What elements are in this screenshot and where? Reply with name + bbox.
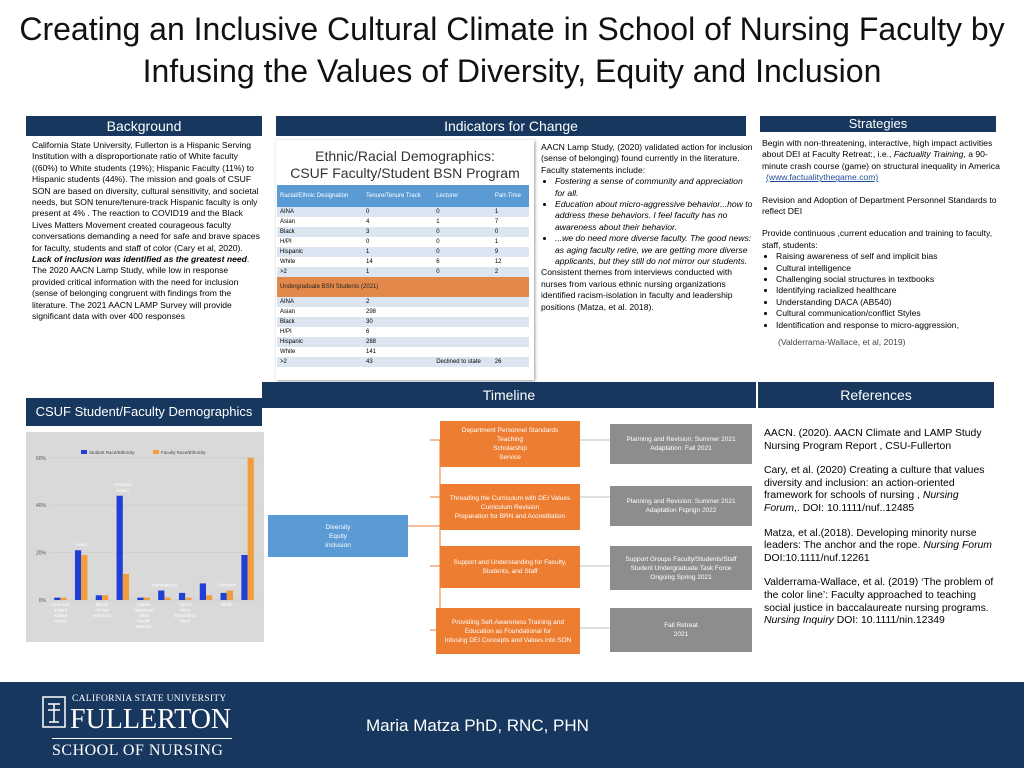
table-cell: 3 bbox=[363, 227, 433, 237]
table-cell bbox=[492, 337, 529, 347]
reference-item bbox=[764, 528, 996, 566]
quote-item: • ...we do need more diverse faculty. The good news: as aging faculty retire, we are getting more diverse applicants, but they still do not mirror our students. bbox=[555, 233, 753, 267]
table-cell: 30 bbox=[363, 317, 433, 327]
university-main: FULLERTON bbox=[70, 704, 232, 735]
table-cell: 0 bbox=[366, 239, 370, 245]
timeline-line: Student Undergraduate Task Force bbox=[630, 564, 732, 572]
table-cell: Black bbox=[277, 317, 363, 327]
timeline-left-box-3 bbox=[440, 546, 580, 588]
timeline-line: Students, and Staff bbox=[482, 568, 538, 575]
reference-item bbox=[764, 577, 996, 627]
reference-text: AACN. (2020). AACN Climate and LAMP Study Nursing Program Report , CSU-Fullerton bbox=[764, 428, 982, 452]
category-label: Indian/ bbox=[53, 607, 68, 613]
reference-item bbox=[764, 428, 996, 453]
table-cell: 0 bbox=[433, 247, 492, 257]
timeline-right-box-2 bbox=[610, 486, 752, 526]
table-cell bbox=[433, 337, 492, 347]
table-cell: Hispanic bbox=[277, 337, 363, 347]
timeline-right-box-3 bbox=[610, 546, 752, 590]
timeline-line: Fall Retreat bbox=[664, 622, 698, 629]
table-cell: H/PI bbox=[280, 239, 292, 245]
table-cell: 14 bbox=[366, 259, 373, 265]
table-cell: 1 bbox=[492, 207, 529, 217]
strategy-item: • Cultural intelligence bbox=[776, 263, 1002, 274]
student-bar bbox=[179, 593, 185, 600]
reference-doi: DOI:10.1111/nuf.12261 bbox=[764, 552, 870, 564]
strategies-p1b: , a 90-minute crash course (game) on structural inequality in America bbox=[762, 149, 1000, 171]
faculty-bar bbox=[123, 574, 129, 600]
table-cell bbox=[433, 327, 492, 337]
school-name: SCHOOL OF NURSING bbox=[52, 742, 224, 759]
student-bar bbox=[241, 555, 247, 600]
timeline-line: Planning and Revision: Summer 2021 bbox=[626, 498, 736, 505]
timeline-line: Threading the Curriculum with DEI Values bbox=[449, 494, 571, 502]
table-header-cell: Lecturer bbox=[433, 185, 492, 207]
table-subheader: Undergraduate BSN Students (2021) bbox=[277, 277, 529, 297]
table-cell: 6 bbox=[436, 259, 440, 265]
student-bar bbox=[54, 598, 60, 600]
background-bold: Lack of inclusion was identified as the greatest need bbox=[32, 254, 247, 265]
timeline-line: Preparation for BRN and Accreditation bbox=[454, 512, 566, 520]
bar-annotation: International bbox=[152, 582, 177, 588]
quote-item: • Education about micro-aggressive behavior...how to address these behaviors. I feel faculty has no awareness about their behavior. bbox=[555, 199, 753, 233]
table-cell bbox=[433, 317, 492, 327]
table-cell bbox=[492, 327, 529, 337]
table-row bbox=[277, 357, 529, 367]
timeline-center-box bbox=[268, 515, 408, 557]
table-cell bbox=[492, 317, 529, 327]
table-cell bbox=[433, 297, 492, 307]
table-cell: 141 bbox=[366, 349, 377, 355]
table-cell bbox=[492, 307, 529, 317]
reference-doi: DOI: 10.1111/nin.12349 bbox=[833, 615, 945, 627]
demographics-chart-panel bbox=[26, 432, 264, 642]
faculty-bar bbox=[185, 598, 191, 600]
student-bar bbox=[96, 595, 102, 600]
y-tick-label: 20% bbox=[35, 550, 46, 557]
references-header: References bbox=[758, 382, 994, 408]
footer bbox=[0, 682, 1024, 768]
timeline-line: Department Personnel Standards bbox=[461, 427, 559, 434]
table-row bbox=[277, 267, 529, 277]
timeline-line: Adaptation: Fall 2021 bbox=[650, 445, 712, 452]
reference-item bbox=[764, 465, 996, 515]
table-cell: AINA bbox=[277, 297, 363, 307]
timeline-line: Adaptation Fsprign 2022 bbox=[645, 507, 717, 514]
timeline-line: Planning and Revision: Summer 2021 bbox=[626, 436, 736, 443]
table-cell: Black bbox=[277, 227, 363, 237]
background-text bbox=[32, 140, 262, 323]
strategy-item: • Identification and response to micro-aggression, bbox=[776, 320, 1002, 331]
timeline-line: Equity bbox=[328, 532, 348, 540]
csuf-seal-icon bbox=[42, 696, 66, 730]
table-cell: 0 bbox=[492, 227, 529, 237]
table-row bbox=[277, 247, 529, 257]
faculty-bar bbox=[227, 591, 233, 600]
table-row bbox=[277, 217, 529, 227]
strategies-text bbox=[762, 138, 1002, 349]
legend-faculty: Faculty Race/Ethnicity bbox=[161, 450, 206, 455]
table-cell: 4 bbox=[366, 219, 370, 225]
table-row bbox=[277, 257, 529, 267]
table-cell: 0 bbox=[433, 207, 492, 217]
reference-journal: Nursing Forum bbox=[923, 540, 992, 552]
category-label: American bbox=[92, 613, 112, 618]
faculty-bar bbox=[248, 458, 254, 600]
table-row bbox=[277, 337, 529, 347]
table-cell: Asian bbox=[280, 309, 296, 315]
table-cell bbox=[433, 347, 492, 357]
strategy-item: • Raising awareness of self and implicit bias bbox=[776, 251, 1002, 262]
faculty-bar bbox=[102, 595, 108, 600]
student-bar bbox=[75, 550, 81, 600]
author-name: Maria Matza PhD, RNC, PHN bbox=[366, 716, 589, 735]
timeline-line: Support Groups Faculty/Students/Staff bbox=[625, 555, 737, 563]
table-cell: >2 bbox=[277, 357, 363, 367]
footer-divider bbox=[52, 738, 232, 739]
table-cell: 0 bbox=[363, 207, 433, 217]
category-label: More bbox=[180, 607, 191, 613]
reference-journal: Nursing Inquiry bbox=[764, 615, 834, 627]
table-cell: Asian bbox=[280, 219, 296, 225]
bar-annotation: Unknown bbox=[217, 582, 237, 588]
table-row bbox=[277, 297, 529, 307]
table-cell: AINA bbox=[277, 207, 363, 217]
bar-annotation: Asian bbox=[75, 542, 87, 548]
table-row bbox=[277, 207, 529, 217]
faculty-bar bbox=[164, 598, 170, 600]
timeline-line: 2021 bbox=[673, 631, 689, 638]
background-p1: California State University, Fullerton is a Hispanic Serving Institution with a disproportionate ratio of White faculty ((60%) to White students (19%); Hispanic Faculty (11%) to Hispanic students (44%). The mission and goals of CSUF SON are based on diversity, cultural sensitivity, and societal needs, but SON tenure/tenure-track Hispanic faculty is only present at 4% . The reaction to COVID19 and the Black Lives Matters Movement created courageous faculty conversations demanding a need for safe and brave spaces for faculty, students and staff of color (Cary et al, 2020). bbox=[32, 140, 260, 253]
table-cell: Declined to state bbox=[433, 357, 492, 367]
category-label: African bbox=[94, 607, 110, 613]
faculty-bar bbox=[144, 598, 150, 600]
table-cell: H/PI bbox=[280, 329, 292, 335]
table-cell: >2 bbox=[277, 267, 363, 277]
table-row bbox=[277, 237, 529, 247]
table-cell: 43 bbox=[363, 357, 433, 367]
category-label: Islander bbox=[135, 624, 152, 629]
y-tick-label: 40% bbox=[35, 503, 46, 510]
y-tick-label: 60% bbox=[35, 455, 46, 462]
strategy-item: • Understanding DACA (AB540) bbox=[776, 297, 1002, 308]
timeline-line: Providing Self-Awareness Training and bbox=[452, 618, 564, 626]
timeline-left-box-1 bbox=[440, 421, 580, 467]
category-label: Pacific bbox=[136, 618, 151, 624]
reference-doi: ,. DOI: 10.1111/nuf..12485 bbox=[794, 502, 915, 514]
table-cell: 9 bbox=[492, 247, 529, 257]
timeline-right-box-1 bbox=[610, 424, 752, 464]
category-label: American bbox=[50, 602, 70, 607]
timeline-line: Service bbox=[499, 454, 521, 461]
strategies-header: Strategies bbox=[760, 116, 996, 132]
faculty-bar bbox=[81, 555, 87, 600]
student-bar bbox=[137, 598, 143, 600]
strategies-citation: (Valderrama-Wallace, et al, 2019) bbox=[778, 337, 906, 348]
reference-journal: Nursing Forum bbox=[764, 490, 959, 514]
demographics-header: CSUF Student/Faculty Demographics bbox=[26, 398, 262, 426]
table-cell: 288 bbox=[363, 337, 433, 347]
table-row bbox=[277, 327, 529, 337]
table-cell: White bbox=[280, 259, 296, 265]
table-row bbox=[277, 227, 529, 237]
university-top: CALIFORNIA STATE UNIVERSITY bbox=[72, 694, 227, 704]
timeline-header: Timeline bbox=[262, 382, 756, 408]
table-cell: 26 bbox=[492, 357, 529, 367]
timeline-line: Ongoing Spring 2021 bbox=[650, 573, 712, 581]
timeline-line: Inclusion bbox=[325, 541, 351, 549]
table-cell: 2 bbox=[363, 297, 433, 307]
faculty-bar bbox=[206, 595, 212, 600]
timeline-right-box-4 bbox=[610, 608, 752, 652]
background-header: Background bbox=[26, 116, 262, 136]
category-label: Black/ bbox=[95, 602, 109, 607]
strategies-bullets bbox=[762, 251, 1002, 331]
indicators-header: Indicators for Change bbox=[276, 116, 746, 136]
indicators-intro: AACN Lamp Study, (2020) validated action for inclusion (sense of belonging) found currently in the literature. Faculty statements include: bbox=[541, 142, 753, 175]
table-row bbox=[277, 347, 529, 357]
table-header-cell: Tenure/Tenure Track bbox=[363, 185, 433, 207]
strategies-p2: Revision and Adoption of Department Personnel Standards to reflect DEI bbox=[762, 194, 997, 217]
timeline-left-box-2 bbox=[440, 484, 580, 530]
timeline-line: Support and Understanding for Faculty, bbox=[453, 559, 567, 566]
category-label: Native bbox=[54, 618, 67, 624]
strategies-p1-italic: Factuality Training bbox=[893, 149, 964, 160]
reference-text: Matza, et al.(2018). Developing minority nurse leaders: The anchor and the rope. bbox=[764, 527, 977, 552]
timeline-line: Curriculum Revision bbox=[480, 503, 540, 511]
table-cell bbox=[433, 307, 492, 317]
category-label: Two or bbox=[178, 602, 192, 607]
strategies-p1a: Begin with non-threatening, interactive, high impact activities about DEI at Faculty Retreat:, i.e., bbox=[762, 138, 993, 160]
table-cell: White bbox=[280, 349, 296, 355]
category-label: Native bbox=[137, 602, 150, 607]
timeline-line: Diversity bbox=[325, 523, 351, 531]
category-label: Ethnicities/ bbox=[174, 613, 197, 618]
table-cell: 0 bbox=[436, 239, 440, 245]
strategy-item: • Identifying racialized healthcare bbox=[776, 285, 1002, 296]
table-cell: 6 bbox=[366, 329, 370, 335]
table-cell: 2 bbox=[492, 267, 529, 277]
legend-swatch-student bbox=[81, 450, 87, 454]
table-cell: 12 bbox=[494, 259, 502, 265]
category-label: Alaska bbox=[53, 613, 68, 618]
student-bar bbox=[200, 583, 206, 600]
category-label: Other bbox=[137, 613, 150, 618]
category-label: Race bbox=[179, 618, 191, 624]
legend-student: Student Race/Ethnicity bbox=[89, 450, 135, 455]
table-cell: 7 bbox=[494, 219, 499, 225]
table-cell: 1 bbox=[363, 267, 433, 277]
table-title-2: CSUF Faculty/Student BSN Program bbox=[290, 165, 520, 181]
background-p2: . The 2020 AACN Lamp Study, while low in response provided critical information with the need for inclusion (sense of belonging congruent with findings from the literature. The 2021 AACN LAMP Survey will provide significant data with over 400 responses bbox=[32, 254, 250, 322]
table-cell bbox=[492, 347, 529, 357]
y-tick-label: 0% bbox=[38, 598, 46, 604]
bar-annotation: Hispanic/ bbox=[113, 481, 133, 487]
indicator-quotes bbox=[541, 176, 753, 267]
faculty-bar bbox=[60, 598, 66, 600]
student-bar bbox=[117, 496, 123, 600]
table-title-1: Ethnic/Racial Demographics: bbox=[315, 148, 495, 164]
table-row bbox=[277, 317, 529, 327]
timeline-left-box-4 bbox=[436, 608, 580, 654]
table-cell: 298 bbox=[366, 309, 377, 315]
table-cell: Hispanic bbox=[277, 247, 363, 257]
poster-title: Creating an Inclusive Cultural Climate in School of Nursing Faculty by Infusing the Values of Diversity, Equity and Inclusion bbox=[19, 11, 1005, 89]
strategy-item: • Cultural communication/conflict Styles bbox=[776, 308, 1002, 319]
table-cell: 1 bbox=[436, 219, 440, 225]
reference-text: Cary, et al. (2020) Creating a culture that values diversity and inclusion: an action-oriented framework for schools of nursing , bbox=[764, 465, 985, 502]
category-label: White bbox=[221, 602, 233, 607]
demographics-table bbox=[277, 185, 529, 367]
timeline-line: Infusing DEI Concepts and Values into SON bbox=[444, 636, 572, 644]
student-bar bbox=[158, 591, 164, 600]
table-cell: 0 bbox=[433, 227, 492, 237]
references-list bbox=[764, 428, 996, 640]
table-row bbox=[277, 307, 529, 317]
timeline-line: Scholarship bbox=[493, 445, 527, 452]
indicators-text bbox=[541, 142, 753, 313]
timeline-line: Teaching bbox=[496, 436, 524, 443]
demographics-table-panel bbox=[276, 140, 534, 380]
quote-item: • Fostering a sense of community and appreciation for all. bbox=[555, 176, 753, 199]
table-cell: 1 bbox=[494, 239, 499, 245]
strategy-item: • Challenging social structures in textbooks bbox=[776, 274, 1002, 285]
legend-swatch-faculty bbox=[153, 450, 159, 454]
table-cell: 0 bbox=[433, 267, 492, 277]
student-bar bbox=[221, 593, 227, 600]
table-header-cell: Racial/Ethnic Designation bbox=[277, 185, 363, 207]
factuality-link[interactable]: (www.factualitythegame.com) bbox=[766, 172, 879, 183]
reference-text: Valderrama-Wallace, et al. (2019) ‘The problem of the color line’: Faculty approached to teaching social justice in baccalaureate nursing programs. bbox=[764, 577, 994, 614]
bar-annotation: Latino bbox=[116, 487, 129, 493]
demographics-chart bbox=[26, 432, 264, 642]
table-cell: 1 bbox=[363, 247, 433, 257]
timeline-line: Education as Foundational for bbox=[464, 627, 552, 635]
table-subheader-row bbox=[277, 277, 529, 297]
indicators-closing: Consistent themes from interviews conducted with nurses from various ethnic nursing organizations identified racism-isolation in faculty and leadership positions (Matza, et al. 2018). bbox=[541, 267, 733, 312]
category-label: Hawaiian/ bbox=[133, 607, 154, 613]
table-cell bbox=[492, 297, 529, 307]
strategies-p3: Provide continuous ,current education and training to faculty, staff, students: bbox=[762, 228, 993, 250]
table-header-cell: Part-Time bbox=[492, 185, 529, 207]
